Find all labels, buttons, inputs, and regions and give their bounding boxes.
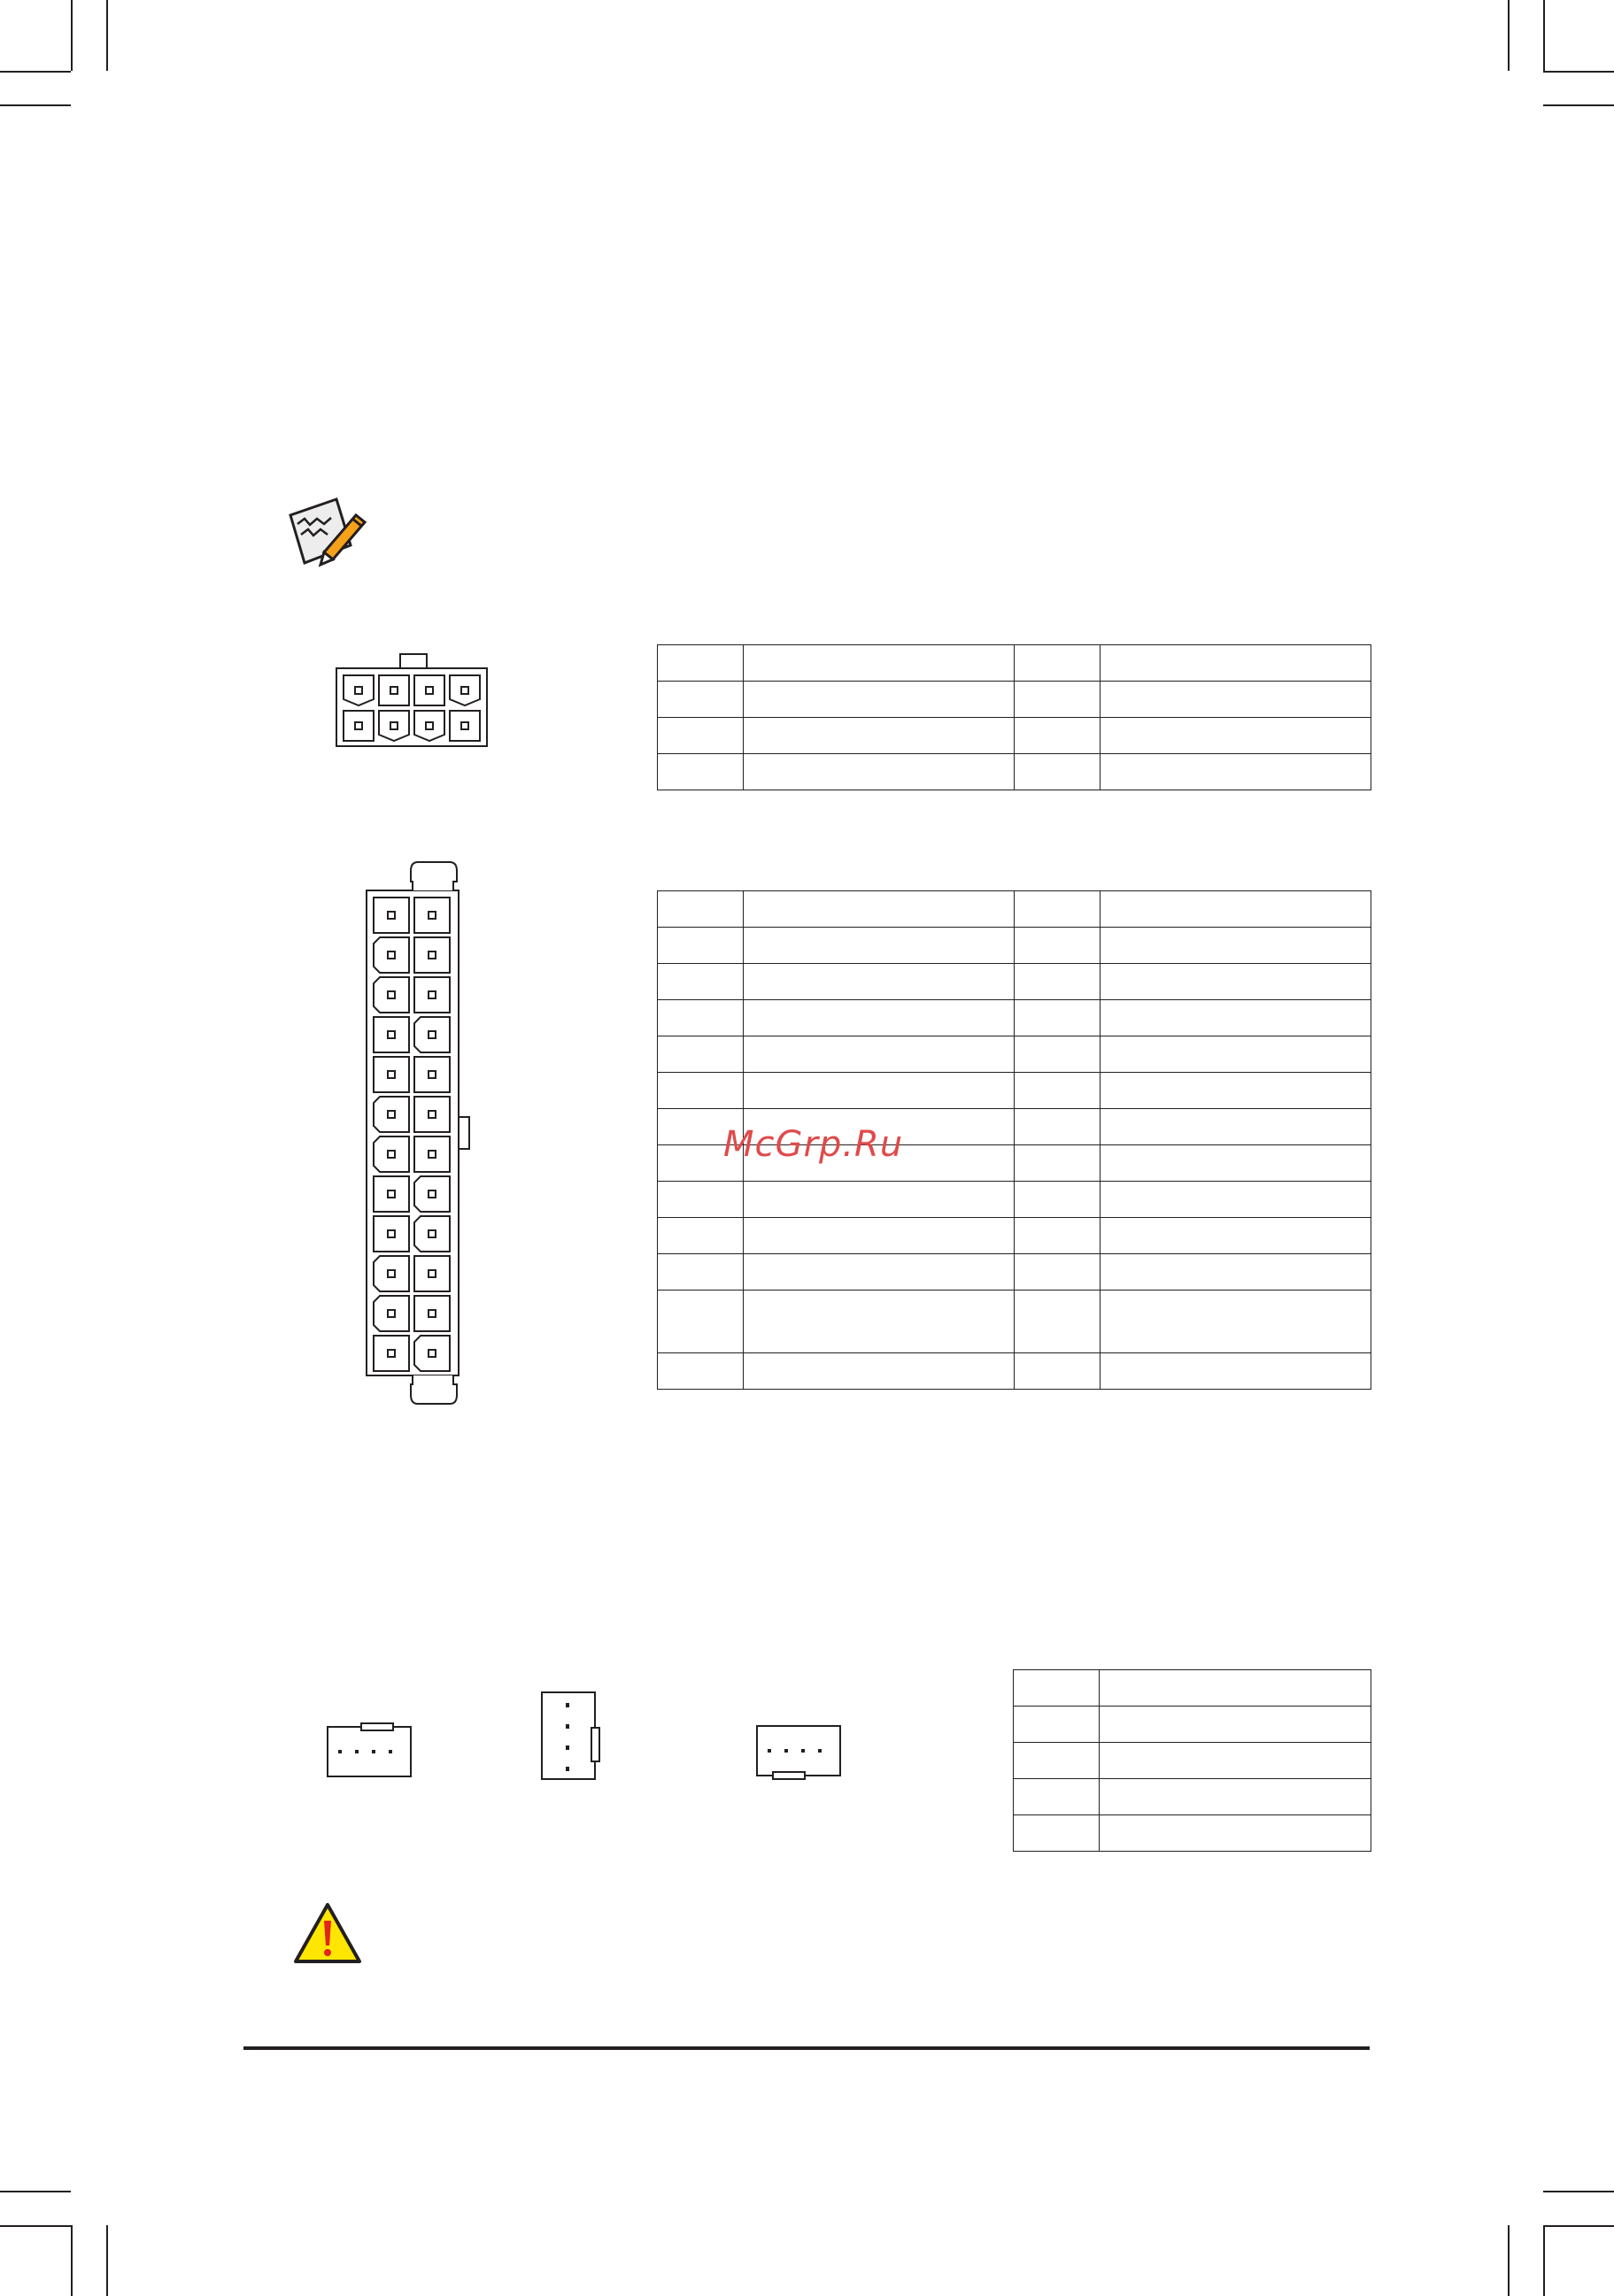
- table-cell: [1015, 718, 1100, 754]
- crop-mark: [0, 71, 71, 73]
- table-cell: [1014, 1743, 1100, 1779]
- table-cell: [1100, 1291, 1371, 1353]
- crop-mark: [0, 2225, 71, 2227]
- table-cell: [744, 754, 1015, 790]
- crop-mark: [71, 2225, 73, 2296]
- table-cell: [744, 1182, 1015, 1218]
- table-cell: [1100, 1036, 1371, 1073]
- table-cell: [1015, 1291, 1100, 1353]
- table-cell: [1014, 1815, 1100, 1852]
- table-cell: [1015, 1145, 1100, 1182]
- table-cell: [744, 645, 1015, 682]
- footer-rule: [243, 2046, 1370, 2050]
- table-cell: [1015, 928, 1100, 964]
- table-cell: [744, 1073, 1015, 1109]
- table-cell: [1100, 1670, 1371, 1707]
- crop-mark: [1543, 71, 1614, 73]
- table-row: [658, 718, 1371, 754]
- table-cell: [1015, 1109, 1100, 1145]
- table-cell: [658, 682, 744, 718]
- table-cell: [1100, 1815, 1371, 1852]
- atx-12v-pin-table: [657, 644, 1371, 790]
- table-row: [658, 1291, 1371, 1353]
- table-row: [1014, 1779, 1371, 1815]
- table-cell: [744, 1036, 1015, 1073]
- crop-mark: [0, 2191, 71, 2192]
- table-cell: [658, 718, 744, 754]
- fan-header-horizontal-top-key: [326, 1722, 414, 1780]
- table-cell: [1100, 645, 1371, 682]
- table-row: [1014, 1670, 1371, 1707]
- table-cell: [1015, 891, 1100, 928]
- fan-header-pin-table: [1013, 1669, 1371, 1852]
- table-cell: [1014, 1707, 1100, 1743]
- crop-mark: [1543, 2225, 1545, 2296]
- table-cell: [1015, 964, 1100, 1000]
- table-row: [658, 754, 1371, 790]
- fan-header-vertical: [540, 1691, 602, 1781]
- table-cell: [658, 1353, 744, 1390]
- table-cell: [744, 682, 1015, 718]
- warning-triangle-icon: [292, 1901, 363, 1965]
- table-cell: [1015, 1073, 1100, 1109]
- table-cell: [1014, 1779, 1100, 1815]
- table-cell: [1100, 1779, 1371, 1815]
- table-cell: [744, 718, 1015, 754]
- table-cell: [1015, 682, 1100, 718]
- crop-mark: [71, 0, 73, 71]
- table-row: [658, 964, 1371, 1000]
- crop-mark: [1543, 0, 1545, 71]
- table-cell: [1100, 964, 1371, 1000]
- table-row: [658, 1000, 1371, 1036]
- crop-mark: [106, 2225, 108, 2296]
- table-cell: [1100, 1145, 1371, 1182]
- table-cell: [1100, 1743, 1371, 1779]
- table-cell: [1015, 1036, 1100, 1073]
- table-cell: [1014, 1670, 1100, 1707]
- table-cell: [744, 891, 1015, 928]
- table-cell: [744, 1218, 1015, 1254]
- table-row: [658, 891, 1371, 928]
- table-row: [658, 1182, 1371, 1218]
- crop-mark: [1543, 2225, 1614, 2227]
- table-cell: [1100, 1073, 1371, 1109]
- table-cell: [1015, 1353, 1100, 1390]
- table-row: [658, 1036, 1371, 1073]
- table-cell: [658, 754, 744, 790]
- table-row: [1014, 1743, 1371, 1779]
- crop-mark: [1543, 104, 1614, 106]
- table-cell: [1100, 1218, 1371, 1254]
- table-cell: [1015, 754, 1100, 790]
- table-row: [658, 1073, 1371, 1109]
- table-cell: [1015, 1182, 1100, 1218]
- watermark: McGrp.Ru: [723, 1124, 904, 1165]
- table-cell: [1100, 718, 1371, 754]
- atx-12v-8pin-connector-diagram: [335, 651, 489, 748]
- table-cell: [658, 1218, 744, 1254]
- table-cell: [658, 1254, 744, 1291]
- table-cell: [744, 928, 1015, 964]
- table-cell: [1015, 1000, 1100, 1036]
- table-cell: [1100, 928, 1371, 964]
- crop-mark: [0, 104, 71, 106]
- fan-header-horizontal-bottom-key: [755, 1724, 844, 1783]
- table-cell: [1100, 682, 1371, 718]
- table-cell: [658, 1000, 744, 1036]
- table-cell: [744, 964, 1015, 1000]
- table-cell: [1100, 1353, 1371, 1390]
- table-cell: [658, 964, 744, 1000]
- table-cell: [1100, 1707, 1371, 1743]
- note-pencil-icon: [285, 496, 367, 571]
- table-cell: [658, 1291, 744, 1353]
- table-cell: [658, 928, 744, 964]
- table-cell: [1015, 1254, 1100, 1291]
- table-cell: [658, 1036, 744, 1073]
- table-cell: [658, 891, 744, 928]
- table-cell: [1100, 1000, 1371, 1036]
- table-cell: [1100, 1254, 1371, 1291]
- crop-mark: [1508, 2225, 1510, 2296]
- table-cell: [1100, 754, 1371, 790]
- table-cell: [1100, 891, 1371, 928]
- table-cell: [744, 1291, 1015, 1353]
- table-cell: [1100, 1182, 1371, 1218]
- table-row: [658, 1353, 1371, 1390]
- table-row: [658, 928, 1371, 964]
- crop-mark: [1508, 0, 1510, 71]
- table-row: [658, 645, 1371, 682]
- table-row: [1014, 1707, 1371, 1743]
- table-cell: [658, 1073, 744, 1109]
- table-cell: [658, 1182, 744, 1218]
- table-row: [658, 1254, 1371, 1291]
- table-cell: [1015, 645, 1100, 682]
- atx-24pin-connector-diagram: [361, 859, 475, 1407]
- crop-mark: [1543, 2191, 1614, 2192]
- table-cell: [1100, 1109, 1371, 1145]
- table-cell: [658, 645, 744, 682]
- table-cell: [744, 1000, 1015, 1036]
- crop-mark: [106, 0, 108, 71]
- table-cell: [744, 1353, 1015, 1390]
- table-row: [658, 1218, 1371, 1254]
- table-row: [658, 682, 1371, 718]
- table-cell: [1015, 1218, 1100, 1254]
- table-row: [1014, 1815, 1371, 1852]
- table-cell: [744, 1254, 1015, 1291]
